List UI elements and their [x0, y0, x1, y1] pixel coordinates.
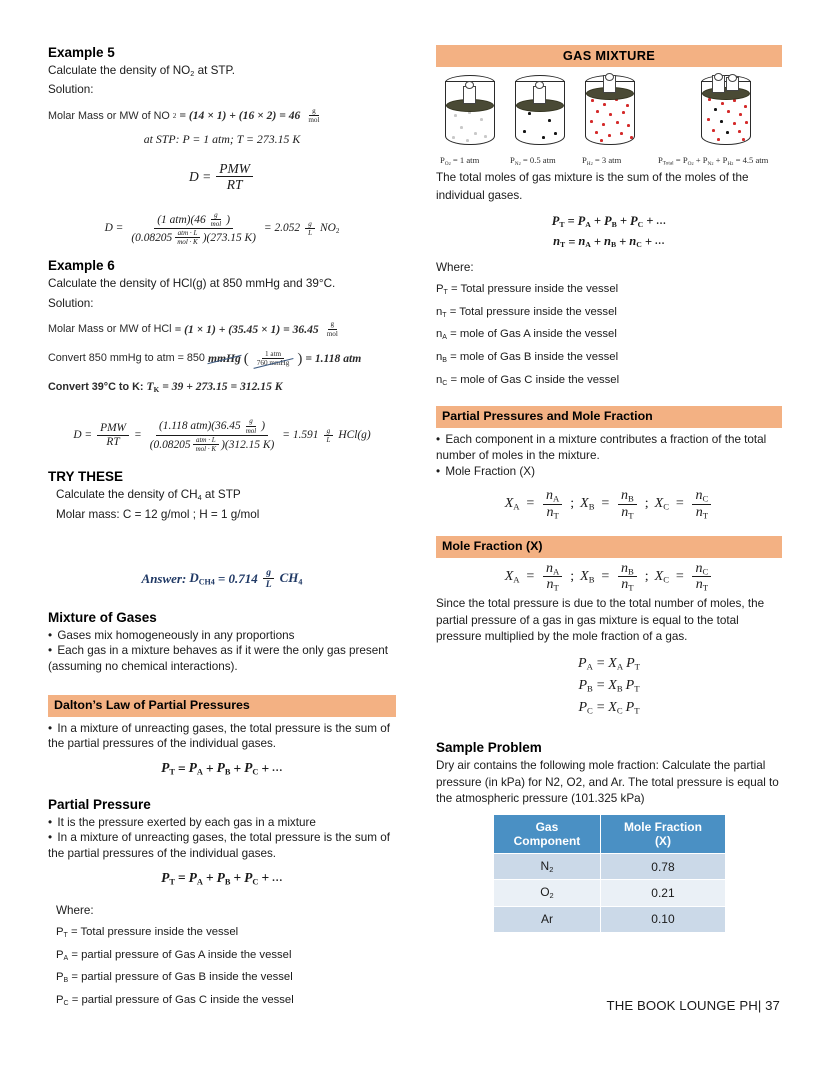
daltons-law-equation: $P_T$ = $P_A$ + $P_B$ + $P_C$ + …: [161, 759, 283, 777]
mole-fraction-table: [493, 814, 726, 933]
mole-fraction-paragraph: Since the total pressure is due to the total number of moles, the partial pressure of a gas in gas mixture is equal to the total pressure multiplied by the mole fraction of a gas.: [436, 597, 765, 644]
table-header-mole-fraction: Mole Fraction (X): [601, 815, 725, 854]
mole-fraction-eq-c: $P_C$ = $X_C$ $P_T$: [578, 700, 640, 716]
example-5-molar-mass: Molar Mass or MW of NO 2 = (14 × 1) + (16 × 2) = 46 $\frac{g}{\text{mol}}$: [48, 106, 320, 125]
cylinder-o2: [442, 73, 496, 151]
mixture-of-gases-bullet-2: • Each gas in a mixture behaves as if it were the only gas present (assuming no chemical interactions).: [48, 644, 389, 674]
partial-pressure-where-label: Where:: [56, 903, 94, 917]
cylinder-h2: [582, 73, 636, 151]
gas-particles: [586, 96, 634, 144]
cylinder-total: [698, 73, 752, 151]
example-6-title: Example 6: [48, 258, 115, 274]
piston-rod: [533, 86, 546, 104]
ppmf-equation: $X_A$ = $\frac{n_A}{n_T}$ ; $X_B$ = $\frac{n_B}{n_T}$ ; $X_C$ = $\frac{n_C}{n_T}$: [436, 489, 782, 520]
table-cell-gas: Ar: [493, 906, 601, 932]
table-header-row: [493, 815, 725, 854]
page-footer: THE BOOK LOUNGE PH| 37: [606, 998, 780, 1013]
cylinder-label-h2: $P_{H2} = 3$ atm: [582, 155, 622, 167]
example-6-molar-mass: Molar Mass or MW of HCl = (1 × 1) + (35.45 × 1) = 36.45 $\frac{g}{\text{mol}}$: [48, 320, 338, 338]
partial-pressure-equation: $P_T$ = $P_A$ + $P_B$ + $P_C$ + …: [161, 869, 283, 887]
table-header-gas-component: Gas Component: [493, 815, 601, 854]
cylinder-label-n2: $P_{N2} = 0.5$ atm: [510, 155, 556, 167]
example-5-stp-line: at STP: P = 1 atm; T = 273.15 K: [143, 131, 301, 146]
cylinder-label-o2: $P_{O2} = 1$ atm: [440, 155, 480, 167]
table-row: [493, 880, 725, 906]
sample-problem-text: Dry air contains the following mole fraction: Calculate the partial pressure (in kPa) for N2, O2, and Ar. The total pressure is equal to the atmospheric pressure (101.325 kPa): [436, 759, 779, 806]
partial-pressure-bullet-2: • In a mixture of unreacting gases, the total pressure is the sum of the partial pressures of the individual gases.: [48, 831, 390, 861]
daltons-law-banner: Dalton’s Law of Partial Pressures: [48, 695, 396, 717]
example-5-calculation: D = (1 atm)(46 $\frac{g}{\text{mol}}$ ) (0.08205 $\frac{\text{atm · L}}{\text{mol · K}}$ )(273.15 K) = 2.052 $\frac{g}{L}$ $NO_2$: [104, 210, 340, 247]
mole-fraction-eq-a: $P_A$ = $X_A$ $P_T$: [578, 656, 640, 672]
ppmf-bullet-1: • Each component in a mixture contributes a fraction of the total number of moles in the mixture.: [436, 433, 767, 462]
gas-mixture-where-row: $n_T$ = Total pressure inside the vessel: [436, 305, 617, 319]
table-cell-x: 0.21: [601, 880, 725, 906]
mixture-of-gases-bullet-1: • Gases mix homogeneously in any proportions: [48, 628, 295, 642]
partial-pressure-where-row: $P_T$ = Total pressure inside the vessel: [56, 926, 239, 940]
table-cell-x: 0.78: [601, 854, 725, 880]
example-6-calculation: D = $\frac{\text{PMW}}{RT}$ = (1.118 atm)(36.45 $\frac{g}{\text{mol}}$ ) (0.08205 $\frac{\text{atm · L}}{\text{mol · K}}$ )(312.15 K) = 1.591 $\frac{g}{L}$ HCl(g): [73, 417, 371, 454]
partial-pressure-title: Partial Pressure: [48, 796, 151, 812]
gas-mixture-banner: GAS MIXTURE: [436, 45, 782, 67]
gas-mixture-caption: The total moles of gas mixture is the sum of the moles of the individual gases.: [436, 171, 749, 203]
example-6-convert-temperature: Convert 39°C to K: $T_K$ = 39 + 273.15 = 312.15 K: [48, 379, 283, 394]
table-cell-gas: $N_2$: [493, 854, 601, 880]
mole-fraction-eq-b: $P_B$ = $X_B$ $P_T$: [578, 678, 640, 694]
gas-mixture-where-row: $n_B$ = mole of Gas B inside the vessel: [436, 351, 619, 365]
gas-mixture-where-row: $P_T$ = Total pressure inside the vessel: [436, 283, 619, 297]
mole-fraction-equation: $X_A$ = $\frac{n_A}{n_T}$ ; $X_B$ = $\frac{n_B}{n_T}$ ; $X_C$ = $\frac{n_C}{n_T}$: [436, 562, 782, 593]
gas-mixture-where-label: Where:: [436, 260, 474, 274]
partial-pressure-where-row: $P_A$ = partial pressure of Gas A inside the vessel: [56, 948, 292, 962]
example-6-prompt: Calculate the density of HCl(g) at 850 mmHg and 39°C.: [48, 277, 336, 291]
gas-mixture-figure: [436, 73, 782, 167]
mole-fraction-banner: Mole Fraction (X): [436, 536, 782, 558]
try-these-answer: Answer: $D_{CH4}$ = 0.714 $\frac{g}{L}$ $CH_4$: [141, 567, 303, 590]
table-row: [493, 906, 725, 932]
sample-problem-title: Sample Problem: [436, 740, 542, 756]
example-5-title: Example 5: [48, 45, 115, 60]
example-6-convert-pressure: Convert 850 mmHg to atm = 850 mmHg ( $\frac{\text{1 atm}}{\text{760 mmHg}}$ ) = 1.118 atm: [48, 349, 362, 367]
example-5-solution-label: Solution:: [48, 83, 94, 97]
gas-mixture-where-row: $n_A$ = mole of Gas A inside the vessel: [436, 328, 617, 342]
gas-mixture-moles-equation: $n_T$ = $n_A$ + $n_B$ + $n_C$ + …: [553, 233, 665, 249]
gas-mixture-where-row: $n_C$ = mole of Gas C inside the vessel: [436, 373, 620, 387]
example-5-prompt: Calculate the density of $NO_2$ at STP.: [48, 63, 236, 78]
right-column: [436, 45, 782, 933]
gas-particles: [446, 108, 494, 144]
ppmf-bullet-2: • Mole Fraction (X): [436, 464, 535, 478]
partial-pressure-where-row: $P_C$ = partial pressure of Gas C inside the vessel: [56, 994, 294, 1008]
daltons-law-bullet-1: • In a mixture of unreacting gases, the total pressure is the sum of the partial pressures of the individual gases.: [48, 721, 390, 751]
example-5-density-formula: D = $\frac{\text{PMW}}{RT}$: [48, 162, 396, 192]
gas-mixture-pressure-equation: $P_T$ = $P_A$ + $P_B$ + $P_C$ + …: [551, 213, 667, 229]
table-cell-x: 0.10: [601, 906, 725, 932]
try-these-line-1: Calculate the density of $CH_4$ at STP: [56, 488, 241, 503]
example-6-solution-label: Solution:: [48, 296, 94, 310]
left-column: [48, 45, 396, 1017]
mixture-of-gases-title: Mixture of Gases: [48, 609, 157, 625]
try-these-title: TRY THESE: [48, 469, 124, 485]
table-row: [493, 854, 725, 880]
cylinder-label-total: $P_{Total} = P_{O2} + P_{N2} + P_{H2} = 4.5$ atm: [658, 155, 769, 167]
partial-pressure-bullet-1: • It is the pressure exerted by each gas in a mixture: [48, 815, 316, 829]
try-these-line-2: Molar mass: C = 12 g/mol ; H = 1 g/mol: [56, 507, 260, 521]
piston-rod: [463, 86, 476, 104]
gas-particles: [702, 96, 750, 144]
cylinder-n2: [512, 73, 566, 151]
table-cell-gas: $O_2$: [493, 880, 601, 906]
partial-pressures-mole-fraction-banner: Partial Pressures and Mole Fraction: [436, 406, 782, 428]
gas-particles: [516, 108, 564, 144]
partial-pressure-where-row: $P_B$ = partial pressure of Gas B inside the vessel: [56, 971, 293, 985]
